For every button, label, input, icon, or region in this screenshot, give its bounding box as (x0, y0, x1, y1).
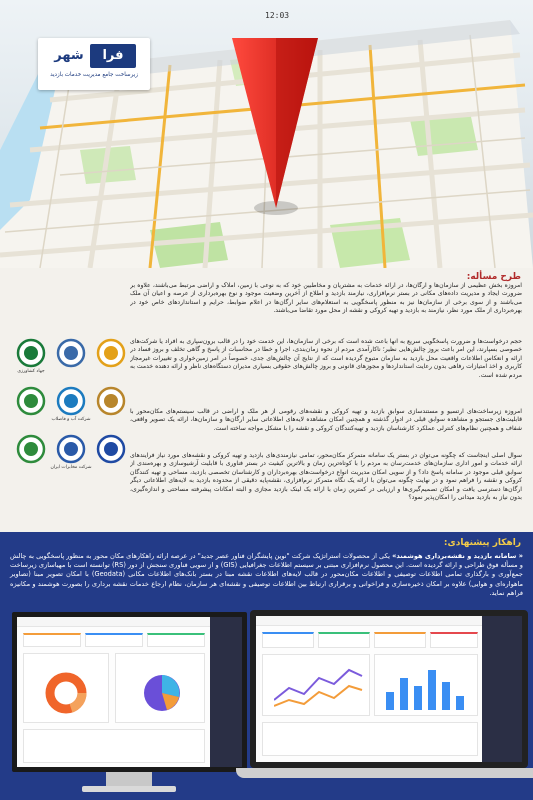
housing-logo (96, 386, 126, 416)
monitor-screen (12, 612, 247, 772)
logo-caption: شرکت آب و فاضلاب (51, 417, 91, 422)
monitor-base (82, 786, 176, 792)
water-sewage-logo (51, 386, 91, 422)
bar-chart-icon (382, 662, 472, 712)
solution-heading: راهکار پیشنهادی: (443, 538, 521, 548)
problem-heading: طرح مسأله: (466, 272, 521, 282)
laptop-base (236, 768, 533, 778)
logo-tagline: زیرساخت جامع مدیریت خدمات بازدید (50, 72, 138, 78)
power-company-logo (96, 338, 126, 368)
status-time: 12:03 (265, 11, 290, 20)
line-chart-icon (274, 660, 364, 712)
telecom-logo (50, 434, 92, 470)
municipality-logo (16, 434, 46, 464)
fara-shahr-logo (38, 38, 150, 90)
problem-paragraph-2: حجم درخواست‌ها و ضرورت پاسخگویی سریع به آنها باعث شده است که برخی از سازمان‌ها، این خدمت خود را در قالب برون‌سپاری به افراد یا شرکت‌های خصوصی بسپارند، این امر باعث بروز چالش‌هایی نظیر؛ ناکارآمدی مردم از نحوه زمان‌بندی، اجرا و خطا در محاسبات از پاسخ و گاهی تخلف و بروز فساد در ارائه و انعکاس اطلاعات واقعیت محل بازدید به سازمان متبوع گردیده است که از نتایج آن چالش‌های جدی، خصوصاً در امر زمین‌خواری و تغییرات غیرمجاز کاربری و اخذ امتیازات رفاهی بدون رعایت استانداردها و مجوزهای قانونی و بروز چالش‌های حقوقی بسیاری مدیران دستگاه‌های ناظر و ارائه دهنده خدمت به مردم شده است. (130, 338, 522, 379)
donut-chart-icon (31, 669, 101, 717)
jihad-agriculture-logo (16, 338, 46, 374)
logo-word-box: فرا (90, 44, 136, 68)
status-bar (110, 9, 440, 23)
problem-paragraph-1: امروزه بخش عظیمی از سازمان‌ها و ارگان‌ها، در ارائه خدمات به مشتریان و مخاطبین خود که به نوعی با زمین، املاک و اراضی مرتبط می‌باشند، علاوه بر ضرورت ایجاد و مدیریت داده‌های مکانی در بستر نرم‌افزاری، نیازمند بازدید و اطلاع از آخرین وضعیت موجود و نوع بهره‌برداری از عرصه و اعیان آن ملک می‌باشند و از سوی برخی از سازمان‌ها نیز به منظور پاسخگویی به استعلام‌های سایر ارگان‌ها در اعلام ضوابط، حرایم و استانداردهای خاص خود در بهره‌برداری از ملک مورد نظر، نیازمند به بازدید و تهیه کروکی و نقشه از محل مورد تقاضا می‌باشند. (130, 282, 522, 315)
logo-word: شهر (54, 48, 84, 63)
environment-logo (56, 338, 86, 368)
logo-caption: شرکت مخابرات ایران (50, 465, 92, 470)
problem-paragraph-3: امروزه زیرساخت‌های ارتسیو و مستندسازی سوابق بازدید و تهیه کروکی و نقشه‌های رقومی از هر ملک و اراضی در قالب سیستم‌های مکان‌محور با قابلیت‌های جستجو و مشاهده سوابق قبلی در ادوار گذشته و همچنین امکان مشاهده لایه‌های اطلاعاتی سایر ارگان‌ها و سازمان‌ها، ارائه یک تصویر واقعی، شفاف و همچنین نظام‌های کنترلی عملکرد کارشناسان بازدید و تهیه‌کنندگان کروکی و نقشه را با مشکل مواجه ساخته است. (130, 408, 522, 432)
laptop-screen (250, 610, 528, 768)
natural-resources-logo (16, 386, 46, 416)
logo-caption: جهاد کشاورزی (17, 369, 45, 374)
problem-paragraph-4: سوال اصلی اینجاست که چگونه می‌توان در بستر یک سامانه متمرکز مکان‌محور، تمامی نیازمندی‌های بازدید و تهیه کروکی و نقشه‌های مورد نیاز فرایندهای ارائه خدمات و امور اداری سازمان‌های خدمت‌رسان به مردم را با کوتاه‌ترین زمان و بالاترین کیفیت در بستر فناوری با قابلیت آرشیوسازی و بهره‌مندی از سوابق قبلی موجود در سامانه پاسخ داد؟ و از سویی امکان مدیریت انواع درخواست‌های بهره‌برداران و کارشناسان تخصصی بازدید، مساحی و تهیه کنندگان کروکی و نقشه را فراهم نمود و در نهایت چگونه می‌توان با ارائه یک نگاه متمرکز نرم‌افزاری، نقشه‌پایه دقیقی از محدوده بازدید به لایه‌های اطلاعاتی دیگر ارگان‌ها دسترسی یافت و امکان تصمیم‌گیری‌ها و ارزیابی در کمترین زمان با ارائه یک لینک بازدید مجازی و البته امکانات پیشرفته مساحتی و اندازه‌گیری، بدون نیاز به بازدید میدانی را امکان‌پذیر نمود؟ (130, 452, 522, 502)
hero-map-image (0, 0, 533, 268)
solution-paragraph (10, 552, 523, 598)
solution-body: یکی از محصولات استراتژیک شرکت "نوین پایشگران فناور عصر جدید" در عرصه ارائه راهکارهای مکان محور به منظور پاسخگویی به چالش و مسأله فوق طراحی و ارائه گردیده است. این محصول نرم‌افزاری مبتنی بر سیستم اطلاعات جغرافیایی (GIS) و از سویی فناوری سنجش از دور (RS) توانسته است با مهیاسازی زیرساخت جمع‌آوری و بارگذاری تمامی اطلاعات توصیفی و اطلاعات مکان‌محور در قالب لایه‌های اطلاعات نقشه مبنا در بستر بانک‌های اطلاعات مکانی (Geodata) با امکان تصویر مبنا (تصاویر ماهواره‌ای و هوایی) علاوه بر امکان ذخیره‌سازی و فراخوانی و برقراری ارتباط بین اطلاعات توصیفی و نقشه‌ای هر سازمان، نظام ارجاع خدمات نقشه برداری را بصورت هوشمند و مکانیزه فراهم نماید. (10, 552, 523, 597)
solution-title: « سامانه بازدید و نقشه‌برداری هوشمند» (392, 552, 524, 560)
pie-chart-icon (127, 669, 197, 717)
gas-company-logo (96, 434, 126, 464)
